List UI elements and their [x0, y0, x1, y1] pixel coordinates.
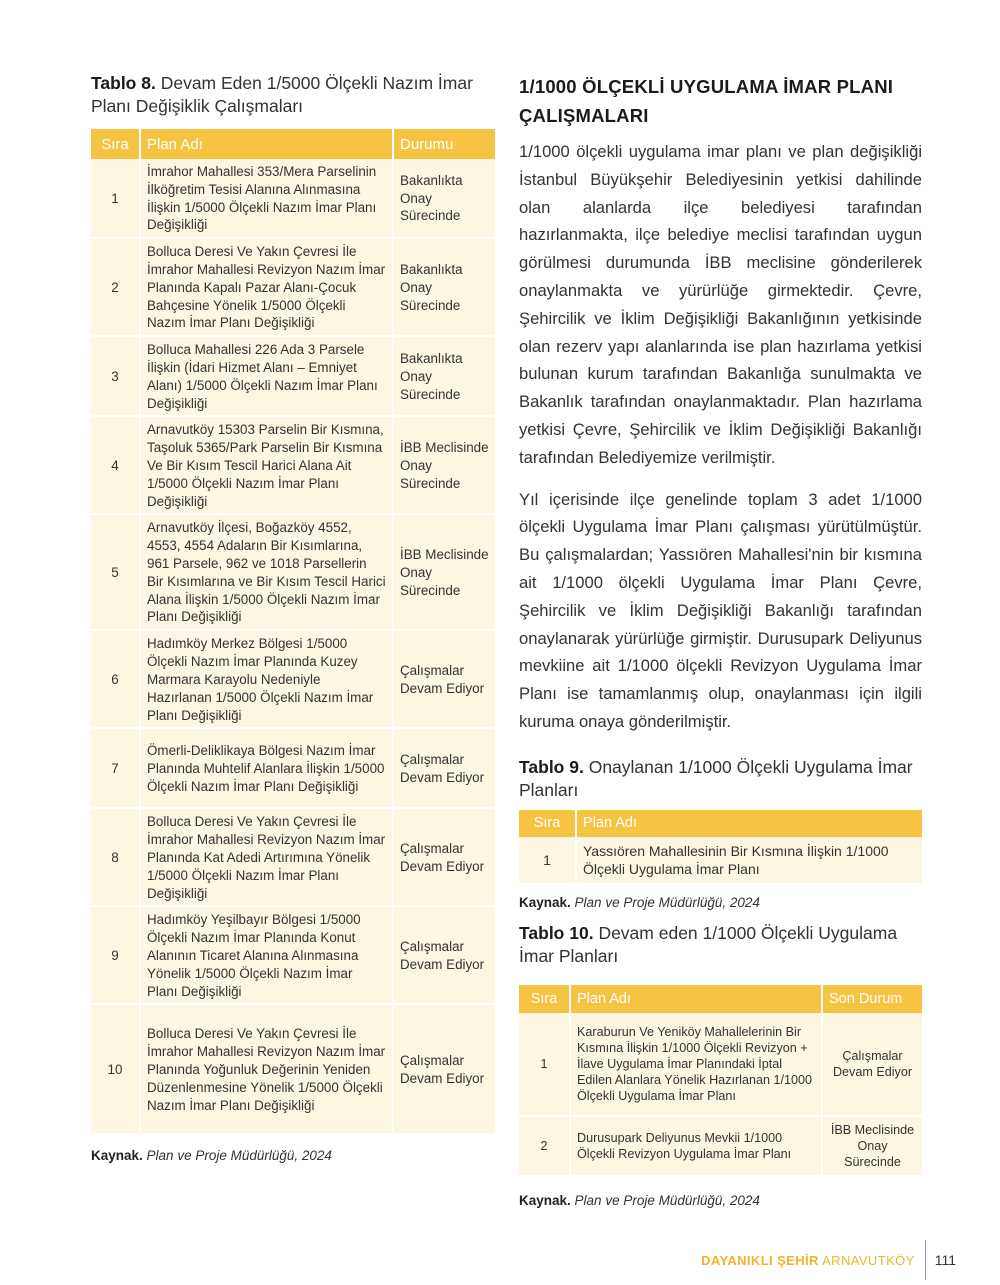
- row-status: Bakanlıkta Onay Sürecinde: [394, 159, 495, 239]
- row-number: 8: [91, 809, 141, 907]
- row-number: 4: [91, 417, 141, 515]
- table9-caption-label: Tablo 9.: [519, 756, 584, 777]
- left-column: [91, 72, 495, 1163]
- table-row: [91, 1005, 495, 1135]
- table-row: [91, 337, 495, 417]
- row-plan-name: Durusupark Deliyunus Mevkii 1/1000 Ölçekli Revizyon Uygulama İmar Planı: [571, 1117, 823, 1177]
- table-row: [519, 837, 922, 885]
- table10-header-plan-adi: Plan Adı: [571, 985, 823, 1013]
- table9-header-plan-adi: Plan Adı: [577, 810, 922, 837]
- table9-header-row: [519, 810, 922, 837]
- row-number: 1: [519, 837, 577, 885]
- row-number: 6: [91, 631, 141, 729]
- table8: [91, 129, 495, 1135]
- table8-caption-text: Devam Eden 1/5000 Ölçekli Nazım İmar Planı Değişiklik Çalışmaları: [91, 73, 473, 116]
- row-number: 7: [91, 729, 141, 809]
- table-row: [91, 631, 495, 729]
- paragraph-1: 1/1000 ölçekli uygulama imar planı ve plan değişikliği İstanbul Büyükşehir Belediyesinin yetkisi dahilinde olan alanlarda ilçe belediyesi tarafından hazırlanmakta, ilçe belediye meclisi tarafından uygun görülmesi durumunda İBB meclisine gönderilerek onaylanmakta ve yürürlüğe girmektedir. Çevre, Şehircilik ve İklim Değişikliği Bakanlığının yetkisinde olan rezerv yapı alanlarında ise plan hazırlama yetkisi bulunan kurum tarafından Bakanlığa sunulmakta ve Bakanlık tarafından onaylanmaktadır. Plan hazırlama yetkisi Çevre, Şehircilik ve İklim Değişikliği Bakanlığı tarafından Belediyemize verilmiştir.: [519, 142, 922, 467]
- table10-source: [519, 1193, 922, 1208]
- table8-header-row: [91, 129, 495, 159]
- source-text: Plan ve Proje Müdürlüğü, 2024: [146, 1148, 332, 1164]
- table-row: [91, 515, 495, 631]
- row-number: 1: [519, 1013, 571, 1117]
- table8-header-plan-adi: Plan Adı: [141, 129, 394, 159]
- row-status: Çalışmalar Devam Ediyor: [394, 729, 495, 809]
- row-status: Bakanlıkta Onay Sürecinde: [394, 337, 495, 417]
- table10: [519, 985, 922, 1177]
- row-plan-name: Hadımköy Yeşilbayır Bölgesi 1/5000 Ölçekli Nazım İmar Planında Konut Alanının Ticaret Alanına Alınmasına Yönelik 1/5000 Ölçekli Nazım İmar Planı Değişikliği: [141, 907, 394, 1005]
- row-number: 1: [91, 159, 141, 239]
- paragraph-2: Yıl içerisinde ilçe genelinde toplam 3 adet 1/1000 ölçekli Uygulama İmar Planı çalışması yürütülmüştür. Bu çalışmalardan; Yassıören Mahallesi'nin bir kısmına ait 1/1000 ölçekli Uygulama İmar Planı Çevre, Şehircilik ve İklim Değişikliği Bakanlığı tarafından onaylanarak yürürlüğe girmiştir. Durusupark Deliyunus mevkiine ait 1/1000 ölçekli Revizyon Uygulama İmar Planı ise tamamlanmış olup, onaylanması için ilgili kuruma onaya gönderilmiştir.: [519, 489, 922, 731]
- table9-caption: [519, 756, 922, 802]
- table8-source: [91, 1148, 495, 1163]
- row-status: Çalışmalar Devam Ediyor: [394, 1005, 495, 1135]
- table-row: [91, 729, 495, 809]
- row-plan-name: Bolluca Deresi Ve Yakın Çevresi İle İmrahor Mahallesi Revizyon Nazım İmar Planında Kat Adedi Artırımına Yönelik 1/5000 Ölçekli Nazım İmar Planı Değişikliği: [141, 809, 394, 907]
- table10-caption-label: Tablo 10.: [519, 922, 594, 943]
- row-status: Çalışmalar Devam Ediyor: [823, 1013, 922, 1117]
- row-plan-name: Bolluca Deresi Ve Yakın Çevresi İle İmrahor Mahallesi Revizyon Nazım İmar Planında Yoğunluk Değerinin Yeniden Düzenlenmesine Yönelik 1/5000 Ölçekli Nazım İmar Planı Değişikliği: [141, 1005, 394, 1135]
- footer-brand-bold: DAYANIKLI ŞEHİR: [701, 1252, 819, 1268]
- table8-header-durumu: Durumu: [394, 129, 495, 159]
- source-text: Plan ve Proje Müdürlüğü, 2024: [574, 1192, 760, 1208]
- table10-header-row: [519, 985, 922, 1013]
- table9-caption-text: Onaylanan 1/1000 Ölçekli Uygulama İmar Planları: [519, 756, 913, 800]
- table-row: [91, 907, 495, 1005]
- source-text: Plan ve Proje Müdürlüğü, 2024: [574, 894, 760, 910]
- section-heading: 1/1000 ÖLÇEKLİ UYGULAMA İMAR PLANI ÇALIŞMALARI: [519, 76, 894, 126]
- row-number: 5: [91, 515, 141, 631]
- table-row: [91, 417, 495, 515]
- table10-caption: [519, 922, 922, 968]
- row-number: 2: [519, 1117, 571, 1177]
- table10-caption-text: Devam eden 1/1000 Ölçekli Uygulama İmar Planları: [519, 922, 898, 966]
- footer-brand-light: ARNAVUTKÖY: [822, 1252, 915, 1268]
- row-status: Bakanlıkta Onay Sürecinde: [394, 239, 495, 337]
- row-plan-name: İmrahor Mahallesi 353/Mera Parselinin İlköğretim Tesisi Alanına Alınmasına İlişkin 1/5000 Ölçekli Nazım İmar Planı Değişikliği: [141, 159, 394, 239]
- row-status: Çalışmalar Devam Ediyor: [394, 809, 495, 907]
- table-row: [91, 239, 495, 337]
- table8-caption: [91, 72, 495, 118]
- footer-divider: [925, 1240, 926, 1280]
- table-row: [91, 159, 495, 239]
- page-footer: [701, 1240, 956, 1280]
- row-status: Çalışmalar Devam Ediyor: [394, 631, 495, 729]
- footer-brand: [701, 1253, 915, 1268]
- table10-header-sira: Sıra: [519, 985, 571, 1013]
- table9: [519, 810, 922, 885]
- page-number: 111: [934, 1252, 956, 1268]
- source-label: Kaynak.: [91, 1148, 143, 1164]
- row-status: İBB Meclisinde Onay Sürecinde: [823, 1117, 922, 1177]
- right-column: [519, 72, 922, 1208]
- row-plan-name: Bolluca Deresi Ve Yakın Çevresi İle İmrahor Mahallesi Revizyon Nazım İmar Planında Kapalı Pazar Alanı-Çocuk Bahçesine Yönelik 1/5000 Ölçekli Nazım İmar Planı Değişikliği: [141, 239, 394, 337]
- row-number: 9: [91, 907, 141, 1005]
- row-status: İBB Meclisinde Onay Sürecinde: [394, 417, 495, 515]
- table-row: [91, 809, 495, 907]
- row-plan-name: Ömerli-Deliklikaya Bölgesi Nazım İmar Planında Muhtelif Alanlara İlişkin 1/5000 Ölçekli Nazım İmar Planı Değişikliği: [141, 729, 394, 809]
- row-number: 10: [91, 1005, 141, 1135]
- row-status: Çalışmalar Devam Ediyor: [394, 907, 495, 1005]
- table8-header-sira: Sıra: [91, 129, 141, 159]
- table-row: [519, 1013, 922, 1117]
- row-status: İBB Meclisinde Onay Sürecinde: [394, 515, 495, 631]
- source-label: Kaynak.: [519, 894, 571, 910]
- table8-caption-label: Tablo 8.: [91, 73, 156, 93]
- row-number: 2: [91, 239, 141, 337]
- table9-header-sira: Sıra: [519, 810, 577, 837]
- row-number: 3: [91, 337, 141, 417]
- table-row: [519, 1117, 922, 1177]
- row-plan-name: Arnavutköy 15303 Parselin Bir Kısmına, Taşoluk 5365/Park Parselin Bir Kısmına Ve Bir Kısım Tescil Harici Alana Ait 1/5000 Ölçekli Nazım İmar Planı Değişikliği: [141, 417, 394, 515]
- row-plan-name: Yassıören Mahallesinin Bir Kısmına İlişkin 1/1000 Ölçekli Uygulama İmar Planı: [577, 837, 922, 885]
- table9-source: [519, 895, 922, 910]
- row-plan-name: Bolluca Mahallesi 226 Ada 3 Parsele İlişkin (İdari Hizmet Alanı – Emniyet Alanı) 1/5000 Ölçekli Nazım İmar Planı Değişikliği: [141, 337, 394, 417]
- table10-header-son-durum: Son Durum: [823, 985, 922, 1013]
- row-plan-name: Arnavutköy İlçesi, Boğazköy 4552, 4553, 4554 Adaların Bir Kısımlarına, 961 Parsele, 962 ve 1018 Parsellerin Bir Kısımlarına ve Bir Kısım Tescil Harici Alana İlişkin 1/5000 Ölçekli Nazım İmar Planı Değişikliği: [141, 515, 394, 631]
- row-plan-name: Karaburun Ve Yeniköy Mahallelerinin Bir Kısmına İlişkin 1/1000 Ölçekli Revizyon + İlave Uygulama İmar Planındaki İptal Edilen Alanlara Yönelik Hazırlanan 1/1000 Ölçekli Uygulama İmar Planı: [571, 1013, 823, 1117]
- source-label: Kaynak.: [519, 1192, 571, 1208]
- row-plan-name: Hadımköy Merkez Bölgesi 1/5000 Ölçekli Nazım İmar Planında Kuzey Marmara Karayolu Nedeniyle Hazırlanan 1/5000 Ölçekli Nazım İmar Planı Değişikliği: [141, 631, 394, 729]
